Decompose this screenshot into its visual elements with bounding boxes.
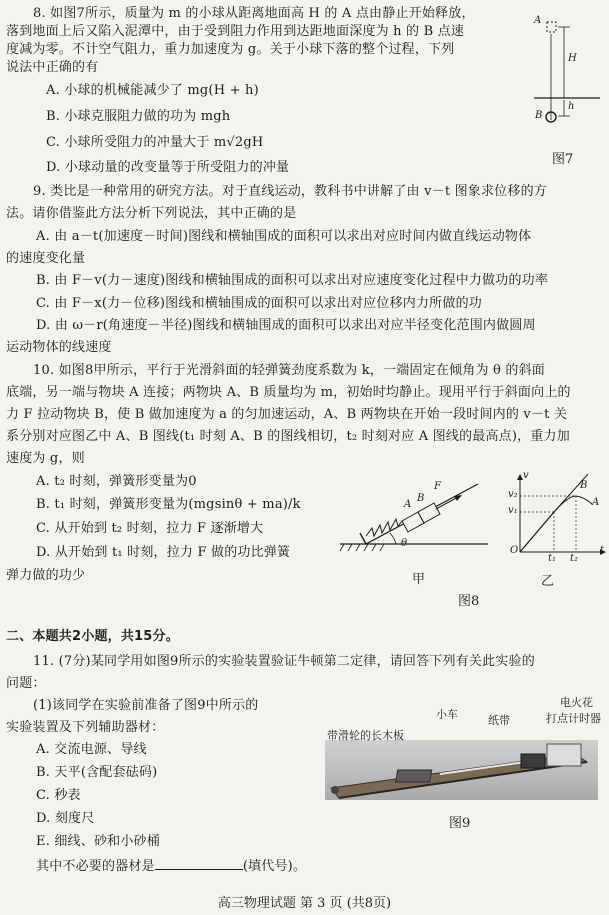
q9-option-b: B. 由 F－v(力－速度)图线和横轴围成的面积可以求出对应速度变化过程中力做功的功率 bbox=[36, 273, 549, 288]
figure-8-caption: 图8 bbox=[458, 594, 480, 609]
q10-line-3: 力 F 拉动物块 B，使 B 做加速度为 a 的匀加速运动，A、B 两物块在开始一段时间内的 v－t 关 bbox=[6, 407, 568, 422]
figure-8-incline bbox=[338, 476, 498, 556]
graph-label-t2: t₂ bbox=[570, 553, 579, 564]
section-2-title: 二、本题共2小题，共15分。 bbox=[6, 629, 179, 644]
fig8-sub-left: 甲 bbox=[412, 572, 426, 587]
q11-option-c: C. 秒表 bbox=[36, 788, 81, 803]
figure-9-caption: 图9 bbox=[449, 816, 471, 831]
graph-label-v1: v₁ bbox=[508, 505, 518, 516]
graph-label-t1: t₁ bbox=[548, 553, 557, 564]
q11-line-2: 问题： bbox=[6, 676, 46, 691]
q11-option-d: D. 刻度尺 bbox=[36, 811, 95, 826]
q10-option-b: B. t₁ 时刻，弹簧形变量为(mgsinθ + ma)/k bbox=[36, 497, 301, 512]
q10-line-5: 速度为 g，则 bbox=[6, 451, 85, 466]
figure-8-vt-graph bbox=[508, 470, 608, 560]
figure-9-photo bbox=[325, 740, 598, 800]
q11-option-a: A. 交流电源、导线 bbox=[36, 742, 147, 757]
q8-line-2: 落到地面上后又陷入泥潭中，由于受到阻力作用到达距地面深度为 h 的 B 点速 bbox=[6, 24, 465, 39]
q8-line-4: 说法中正确的有 bbox=[6, 60, 99, 75]
fig8-label-b-block: B bbox=[417, 493, 425, 504]
q11-answer-suffix: (填代号)。 bbox=[242, 859, 307, 874]
q10-option-d-cont: 弹力做的功少 bbox=[6, 568, 86, 583]
q8-option-b: B. 小球克服阻力做的功为 mgh bbox=[46, 109, 231, 124]
fig7-label-a: A bbox=[534, 15, 542, 26]
q9-option-d-cont: 运动物体的线速度 bbox=[6, 340, 112, 355]
q10-line-1: 10. 如图8甲所示，平行于光滑斜面的轻弹簧劲度系数为 k，一端固定在倾角为 θ 的斜面 bbox=[33, 363, 545, 378]
fig8-label-f: F bbox=[434, 481, 441, 492]
fig9-label-timer-1: 电火花 bbox=[560, 696, 593, 709]
fig9-label-tape: 纸带 bbox=[488, 714, 510, 727]
q9-option-a-cont: 的速度变化量 bbox=[6, 251, 86, 266]
curve-a bbox=[520, 496, 592, 552]
spark-timer bbox=[521, 754, 545, 768]
graph-label-v: v bbox=[523, 470, 529, 481]
fixed-wall bbox=[360, 533, 366, 544]
fig7-label-b: B bbox=[535, 110, 543, 121]
cart bbox=[396, 770, 432, 782]
graph-label-t: t bbox=[600, 545, 605, 556]
fig8-label-a-block: A bbox=[404, 499, 412, 510]
fig9-label-timer-2: 打点计时器 bbox=[546, 712, 601, 725]
angle-arc bbox=[390, 533, 396, 544]
fig8-label-theta: θ bbox=[401, 538, 408, 549]
graph-label-origin: O bbox=[510, 545, 519, 556]
q11-sub1-line-1: (1)该同学在实验前准备了图9中所示的 bbox=[33, 698, 259, 713]
fig8-sub-right: 乙 bbox=[541, 574, 555, 589]
q11-option-e: E. 细线、砂和小砂桶 bbox=[36, 834, 160, 849]
figure-7-caption: 图7 bbox=[552, 152, 574, 167]
q8-line-3: 度减为零。不计空气阻力，重力加速度为 g。关于小球下落的整个过程，下列 bbox=[6, 42, 455, 57]
apparatus-sketch bbox=[325, 740, 598, 800]
q10-option-d: D. 从开始到 t₁ 时刻，拉力 F 做的功比弹簧 bbox=[36, 545, 291, 560]
ball-at-a-outline bbox=[547, 22, 556, 32]
q10-option-a: A. t₂ 时刻，弹簧形变量为0 bbox=[36, 474, 197, 489]
q11-answer-prefix: 其中不必要的器材是 bbox=[36, 859, 155, 874]
ground-hatching bbox=[340, 544, 384, 551]
q9-line-2: 法。请你借鉴此方法分析下列说法，其中正确的是 bbox=[6, 206, 297, 221]
q10-line-4: 系分别对应图乙中 A、B 图线(t₁ 时刻 A、B 的图线相切，t₂ 时刻对应 A 图线的最高点)，重力加 bbox=[6, 429, 570, 444]
pulley bbox=[331, 786, 339, 794]
graph-label-a-curve: A bbox=[592, 497, 600, 508]
q9-option-a: A. 由 a－t(加速度－时间)图线和横轴围成的面积可以求出对应时间内做直线运动物体 bbox=[36, 229, 532, 244]
fig7-label-h-lower: h bbox=[568, 101, 575, 112]
q10-line-2: 底端，另一端与物块 A 连接；两物块 A、B 质量均为 m，初始时均静止。现用平行于斜面向上的 bbox=[6, 385, 571, 400]
q10-option-c: C. 从开始到 t₂ 时刻，拉力 F 逐渐增大 bbox=[36, 521, 264, 536]
q11-answer-line bbox=[36, 857, 306, 875]
graph-label-b-line: B bbox=[580, 480, 588, 491]
q8-option-d: D. 小球动量的改变量等于所受阻力的冲量 bbox=[46, 160, 290, 175]
q9-option-c: C. 由 F－x(力－位移)图线和横轴围成的面积可以求出对应位移内力所做的功 bbox=[36, 296, 482, 311]
q9-option-d: D. 由 ω－r(角速度－半径)图线和横轴围成的面积可以求出对应半径变化范围内做圆周 bbox=[36, 318, 536, 333]
q8-option-c: C. 小球所受阻力的冲量大于 m√2gH bbox=[46, 135, 264, 150]
timer-box bbox=[547, 744, 581, 766]
graph-label-v2: v₂ bbox=[508, 489, 518, 500]
fig9-label-cart: 小车 bbox=[436, 708, 458, 721]
fig7-label-h-upper: H bbox=[568, 53, 577, 64]
page-footer: 高三物理试题 第 3 页 (共8页) bbox=[217, 896, 392, 911]
q11-line-1: 11. (7分)某同学用如图9所示的实验装置验证牛顿第二定律，请回答下列有关此实验的 bbox=[33, 654, 535, 669]
q11-sub1-line-2: 实验装置及下列辅助器材： bbox=[6, 720, 165, 735]
fig9-label-board: 带滑轮的长木板 bbox=[327, 729, 404, 742]
q11-option-b: B. 天平(含配套砝码) bbox=[36, 765, 158, 780]
answer-blank[interactable] bbox=[155, 857, 243, 870]
q8-option-a: A. 小球的机械能减少了 mg(H + h) bbox=[46, 83, 259, 98]
q9-line-1: 9. 类比是一种常用的研究方法。对于直线运动，教科书中讲解了由 v－t 图象求位移的方 bbox=[33, 184, 547, 199]
q8-line-1: 8. 如图7所示，质量为 m 的小球从距离地面高 H 的 A 点由静止开始释放， bbox=[33, 6, 475, 21]
